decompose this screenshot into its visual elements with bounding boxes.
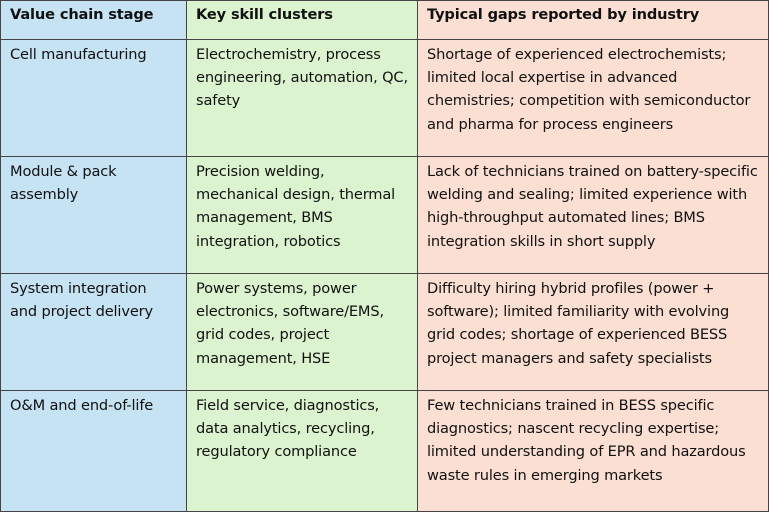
gaps-cell: Difficulty hiring hybrid profiles (power + software); limited familiarity with evolving grid codes; shortage of experienced BESS project managers and safety specialists (418, 274, 769, 391)
header-typical-gaps: Typical gaps reported by industry (418, 1, 769, 40)
table-row (1, 40, 769, 157)
header-key-skill-clusters: Key skill clusters (187, 1, 418, 40)
skills-cell: Precision welding, mechanical design, thermal management, BMS integration, robotics (187, 157, 418, 274)
table-row (1, 157, 769, 274)
stage-cell: System integration and project delivery (1, 274, 187, 391)
stage-cell: O&M and end-of-life (1, 391, 187, 512)
gaps-cell: Few technicians trained in BESS specific diagnostics; nascent recycling expertise; limited understanding of EPR and hazardous waste rules in emerging markets (418, 391, 769, 512)
stage-cell: Module & pack assembly (1, 157, 187, 274)
table-row (1, 391, 769, 512)
stage-cell: Cell manufacturing (1, 40, 187, 157)
skills-cell: Electrochemistry, process engineering, automation, QC, safety (187, 40, 418, 157)
header-value-chain-stage: Value chain stage (1, 1, 187, 40)
gaps-cell: Lack of technicians trained on battery-specific welding and sealing; limited experience with high-throughput automated lines; BMS integration skills in short supply (418, 157, 769, 274)
gaps-cell: Shortage of experienced electrochemists; limited local expertise in advanced chemistries; competition with semiconductor and pharma for process engineers (418, 40, 769, 157)
table-header-row (1, 1, 769, 40)
skills-cell: Power systems, power electronics, software/EMS, grid codes, project management, HSE (187, 274, 418, 391)
skills-cell: Field service, diagnostics, data analytics, recycling, regulatory compliance (187, 391, 418, 512)
table-row (1, 274, 769, 391)
